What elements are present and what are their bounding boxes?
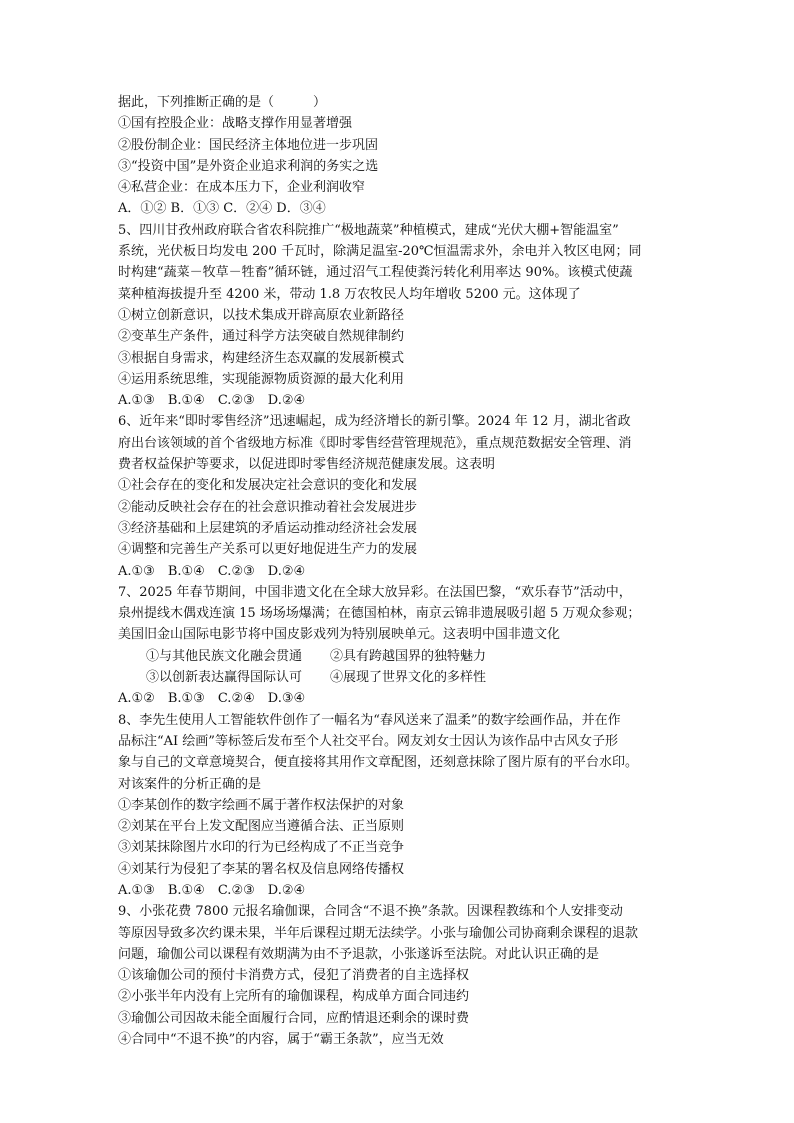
- option-4: ④私营企业：在成本压力下，企业利润收窄: [118, 180, 366, 196]
- question-stem-line: 5、四川甘孜州政府联合省农科院推广“极地蔬菜”种植模式，建成“光伏大棚+智能温室”: [118, 222, 619, 238]
- option-4: ④调整和完善生产关系可以更好地促进生产力的发展: [118, 542, 418, 558]
- question-stem-line: 泉州提线木偶戏连演 15 场场场爆满；在德国柏林，南京云锦非遗展吸引超 5 万观众参观；: [118, 606, 641, 622]
- option-2: ②股份制企业：国民经济主体地位进一步巩固: [118, 137, 379, 153]
- option-1: ①树立创新意识，以技术集成开辟高原农业新路径: [118, 307, 405, 323]
- option-1: ①社会存在的变化和发展决定社会意识的变化和发展: [118, 478, 418, 494]
- question-stem-line: 象与自己的文章意境契合，便直接将其用作文章配图，还刻意抹除了图片原有的平台水印。: [118, 755, 639, 771]
- question-9: [118, 901, 678, 1050]
- question-stem-line: 据此，下列推断正确的是（ ）: [118, 95, 327, 110]
- answer-choices: A.①② B.①③ C.②④ D.③④: [118, 691, 306, 707]
- question-stem-line: 时构建“蔬菜－牧草－牲畜”循环链，通过沼气工程使粪污转化利用率达 90%。该模式使蔬: [118, 265, 633, 281]
- question-stem-line: 7、2025 年春节期间，中国非遗文化在全球大放异彩。在法国巴黎，“欢乐春节”活动中，: [118, 584, 632, 600]
- question-stem-line: 6、近年来“即时零售经济”迅速崛起，成为经济增长的新引擎。2024 年 12 月，湖北省政: [118, 414, 631, 430]
- question-stem-line: 等原因导致多次约课未果，半年后课程过期无法续学。小张与瑜伽公司协商剩余课程的退款: [118, 925, 639, 941]
- option-4: ④运用系统思维，实现能源物质资源的最大化利用: [118, 371, 405, 387]
- question-stem-line: 9、小张花费 7800 元报名瑜伽课，合同含“不退不换”条款。因课程教练和个人安排变动: [118, 904, 623, 920]
- option-1: ①李某创作的数字绘画不属于著作权法保护的对象: [118, 797, 405, 813]
- question-stem-line: 8、李先生使用人工智能软件创作了一幅名为“春风送来了温柔”的数字绘画作品，并在作: [118, 712, 621, 728]
- option-3: ③瑜伽公司因故未能全面履行合同，应酌情退还剩余的课时费: [118, 1010, 470, 1026]
- option-1: ①国有控股企业：战略支撑作用显著增强: [118, 116, 353, 132]
- option-2: ②小张半年内没有上完所有的瑜伽课程，构成单方面合同违约: [118, 989, 470, 1005]
- question-stem-line: 菜种植海拔提升至 4200 米，带动 1.8 万农牧民人均年增收 5200 元。这体现了: [118, 286, 581, 302]
- option-2: ②刘某在平台上发文配图应当遵循合法、正当原则: [118, 819, 405, 835]
- option-2: ②具有跨越国界的独特魅力: [330, 648, 487, 664]
- option-row: [118, 646, 678, 667]
- answer-choices: A.①③ B.①④ C.②③ D.②④: [118, 563, 306, 579]
- exam-page: [118, 92, 678, 1050]
- question-5: [118, 220, 678, 412]
- question-7: [118, 582, 678, 710]
- option-4: ④刘某行为侵犯了李某的署名权及信息网络传播权: [118, 861, 405, 877]
- answer-choices: A.①③ B.①④ C.②③ D.②④: [118, 393, 306, 409]
- question-stem-line: 对该案件的分析正确的是: [118, 776, 262, 792]
- option-3: ③以创新表达赢得国际认可: [146, 670, 303, 686]
- option-4: ④展现了世界文化的多样性: [330, 670, 487, 686]
- question-stem-line: 府出台该领域的首个省级地方标准《即时零售经营管理规范》，重点规范数据安全管理、消: [118, 435, 632, 451]
- question-stem-line: 系统，光伏板日均发电 200 千瓦时，除满足温室-20℃恒温需求外，余电并入牧区电网；同: [118, 244, 642, 260]
- option-row: [118, 667, 678, 688]
- option-2: ②变革生产条件，通过科学方法突破自然规律制约: [118, 329, 405, 345]
- question-8: [118, 710, 678, 902]
- question-stem-line: 美国旧金山国际电影节将中国皮影戏列为特别展映单元。这表明中国非遗文化: [118, 627, 561, 643]
- question-6: [118, 411, 678, 581]
- option-3: ③刘某抹除图片水印的行为已经构成了不正当竞争: [118, 840, 405, 856]
- option-3: ③“投资中国”是外资企业追求利润的务实之选: [118, 158, 379, 174]
- answer-choices: A.①③ B.①④ C.②③ D.②④: [118, 882, 306, 898]
- option-1: ①与其他民族文化融会贯通: [146, 648, 303, 664]
- question-4-tail: [118, 92, 678, 220]
- question-stem-line: 费者权益保护等要求，以促进即时零售经济规范健康发展。这表明: [118, 457, 496, 473]
- answer-choices: A．①② B．①③ C．②④ D．③④: [118, 201, 326, 217]
- question-stem-line: 品标注“AI 绘画”等标签后发布至个人社交平台。网友刘女士因认为该作品中古风女子形: [118, 733, 618, 749]
- option-3: ③根据自身需求，构建经济生态双赢的发展新模式: [118, 350, 405, 366]
- question-stem-line: 问题，瑜伽公司以课程有效期满为由不予退款，小张遂诉至法院。对此认识正确的是: [118, 946, 600, 962]
- option-1: ①该瑜伽公司的预付卡消费方式，侵犯了消费者的自主选择权: [118, 968, 470, 984]
- option-4: ④合同中“不退不换”的内容，属于“霸王条款”，应当无效: [118, 1032, 444, 1048]
- option-2: ②能动反映社会存在的社会意识推动着社会发展进步: [118, 499, 418, 515]
- option-3: ③经济基础和上层建筑的矛盾运动推动经济社会发展: [118, 520, 418, 536]
